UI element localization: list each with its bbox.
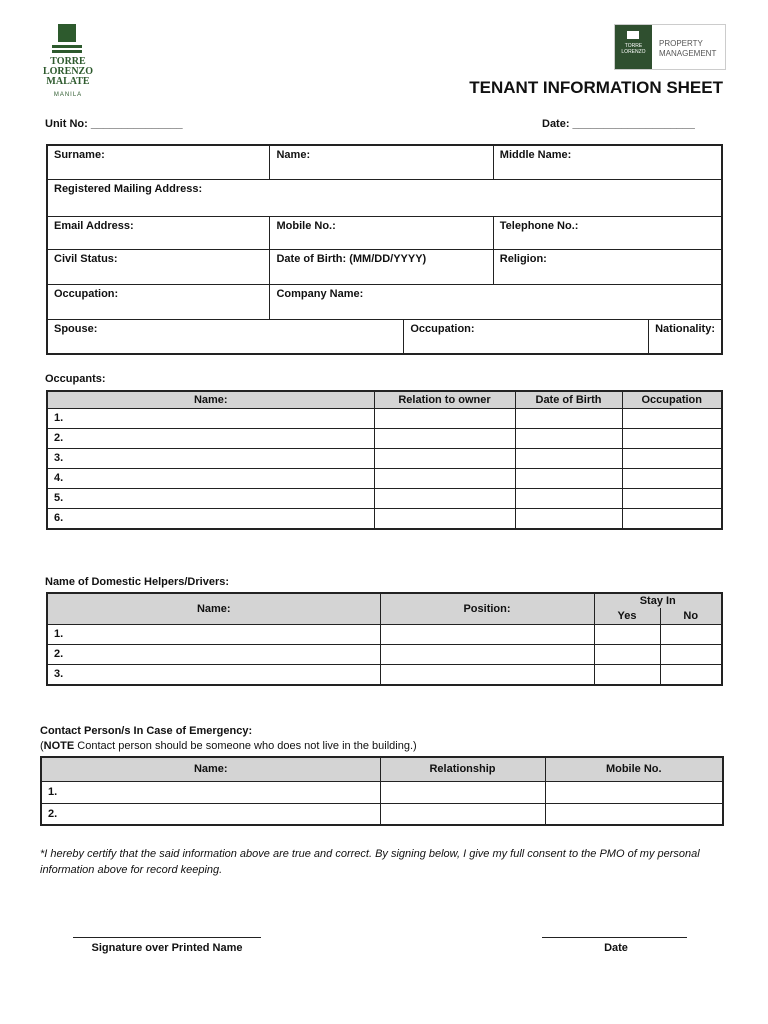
table-cell[interactable] (515, 488, 622, 508)
emergency-label: Contact Person/s In Case of Emergency: (40, 725, 253, 737)
logo-text (659, 39, 716, 59)
unit-no-field[interactable]: Unit No: _______________ (45, 118, 183, 130)
table-cell[interactable] (622, 488, 722, 508)
table-cell[interactable] (594, 664, 660, 685)
civil-status-field[interactable]: Civil Status: (47, 249, 270, 284)
stay-in-yes-header: Yes (594, 608, 660, 624)
emergency-note (40, 740, 417, 752)
surname-field[interactable]: Surname: (47, 145, 270, 179)
mobile-field[interactable]: Mobile No.: (270, 216, 493, 249)
helpers-label: Name of Domestic Helpers/Drivers: (45, 576, 230, 588)
table-row (47, 624, 722, 644)
table-row (41, 803, 723, 825)
occupants-table (46, 390, 723, 530)
table-cell[interactable] (660, 664, 722, 685)
table-cell[interactable] (374, 488, 515, 508)
property-management-logo (614, 24, 726, 70)
table-cell[interactable] (374, 428, 515, 448)
logo-small-line-1: TORRE (624, 43, 643, 49)
note-open: ( (40, 740, 44, 752)
logo-tower-icon (58, 24, 76, 42)
logo-small-line-2: LORENZO (621, 49, 646, 55)
nationality-field[interactable]: Nationality: (649, 319, 722, 354)
row-number[interactable]: 1. (47, 408, 374, 428)
occupation-field[interactable]: Occupation: (47, 284, 270, 319)
dob-field[interactable]: Date of Birth: (MM/DD/YYYY) (270, 249, 493, 284)
table-cell[interactable] (374, 468, 515, 488)
middle-name-field[interactable]: Middle Name: (493, 145, 722, 179)
logo-text-line-1: PROPERTY (659, 39, 703, 48)
occupants-occupation-header: Occupation (622, 391, 722, 408)
table-row (41, 781, 723, 803)
occupants-relation-header: Relation to owner (374, 391, 515, 408)
telephone-field[interactable]: Telephone No.: (493, 216, 722, 249)
row-number[interactable]: 2. (47, 428, 374, 448)
note-text: Contact person should be someone who does not live in the building.) (74, 740, 417, 752)
stay-in-header: Stay In (594, 593, 722, 608)
date-field[interactable]: Date: ____________________ (542, 118, 695, 130)
table-row (47, 408, 722, 428)
spouse-occupation-field[interactable]: Occupation: (404, 319, 649, 354)
table-cell[interactable] (515, 448, 622, 468)
row-number[interactable]: 4. (47, 468, 374, 488)
emergency-mobile-header: Mobile No. (545, 757, 723, 781)
row-number[interactable]: 2. (41, 803, 380, 825)
emergency-name-header: Name: (41, 757, 380, 781)
occupants-dob-header: Date of Birth (515, 391, 622, 408)
table-cell[interactable] (380, 781, 545, 803)
emergency-relationship-header: Relationship (380, 757, 545, 781)
email-field[interactable]: Email Address: (47, 216, 270, 249)
table-cell[interactable] (380, 644, 594, 664)
table-cell[interactable] (380, 664, 594, 685)
logo-line-1: TORRE (50, 56, 86, 67)
table-row (47, 428, 722, 448)
table-cell[interactable] (622, 428, 722, 448)
occupants-label: Occupants: (45, 373, 106, 385)
table-cell[interactable] (374, 448, 515, 468)
table-cell[interactable] (380, 803, 545, 825)
row-number[interactable]: 3. (47, 448, 374, 468)
occupants-name-header: Name: (47, 391, 374, 408)
table-cell[interactable] (374, 408, 515, 428)
table-cell[interactable] (545, 781, 723, 803)
table-row (47, 508, 722, 529)
logo-line-3: MALATE (46, 76, 90, 87)
table-cell[interactable] (515, 408, 622, 428)
table-cell[interactable] (380, 624, 594, 644)
tenant-info-table (46, 144, 723, 355)
signature-label: Signature over Printed Name (91, 942, 243, 954)
helpers-table (46, 592, 723, 686)
table-cell[interactable] (545, 803, 723, 825)
row-number[interactable]: 3. (47, 664, 380, 685)
table-cell[interactable] (515, 508, 622, 529)
table-cell[interactable] (622, 508, 722, 529)
table-cell[interactable] (515, 468, 622, 488)
logo-tower-icon (627, 31, 639, 39)
page-title: TENANT INFORMATION SHEET (469, 78, 723, 97)
torre-lorenzo-logo (40, 24, 96, 104)
table-row (47, 488, 722, 508)
row-number[interactable]: 6. (47, 508, 374, 529)
table-cell[interactable] (622, 448, 722, 468)
table-cell[interactable] (660, 644, 722, 664)
helpers-name-header: Name: (47, 593, 380, 624)
table-row (47, 664, 722, 685)
spouse-field[interactable]: Spouse: (47, 319, 404, 354)
name-field[interactable]: Name: (270, 145, 493, 179)
emergency-table (40, 756, 724, 826)
table-cell[interactable] (622, 468, 722, 488)
logo-text-line-2: MANAGEMENT (659, 49, 717, 58)
stay-in-no-header: No (660, 608, 722, 624)
company-name-field[interactable]: Company Name: (270, 284, 722, 319)
logo-line-2: LORENZO (42, 66, 93, 77)
certification-text: *I hereby certify that the said information above are true and correct. By signing below, I give my full consent to the PMO of my personal information above for record keeping. (40, 848, 700, 876)
religion-field[interactable]: Religion: (493, 249, 722, 284)
table-cell[interactable] (594, 624, 660, 644)
table-cell[interactable] (660, 624, 722, 644)
table-cell[interactable] (374, 508, 515, 529)
table-row (47, 644, 722, 664)
mailing-address-field[interactable]: Registered Mailing Address: (47, 179, 722, 216)
date-signature-label: Date (604, 942, 628, 954)
logo-subtitle: MANILA (53, 92, 83, 98)
logo-bar (52, 50, 82, 53)
row-number[interactable]: 2. (47, 644, 380, 664)
logo-green-block (615, 25, 652, 69)
date-signature-line[interactable] (542, 937, 687, 938)
table-row (47, 468, 722, 488)
row-number[interactable]: 1. (41, 781, 380, 803)
signature-line[interactable] (73, 937, 261, 938)
row-number[interactable]: 1. (47, 624, 380, 644)
row-number[interactable]: 5. (47, 488, 374, 508)
logo-bar (52, 45, 82, 48)
note-bold: NOTE (43, 740, 75, 752)
table-cell[interactable] (515, 428, 622, 448)
table-cell[interactable] (594, 644, 660, 664)
table-cell[interactable] (622, 408, 722, 428)
helpers-position-header: Position: (380, 593, 594, 624)
table-row (47, 448, 722, 468)
